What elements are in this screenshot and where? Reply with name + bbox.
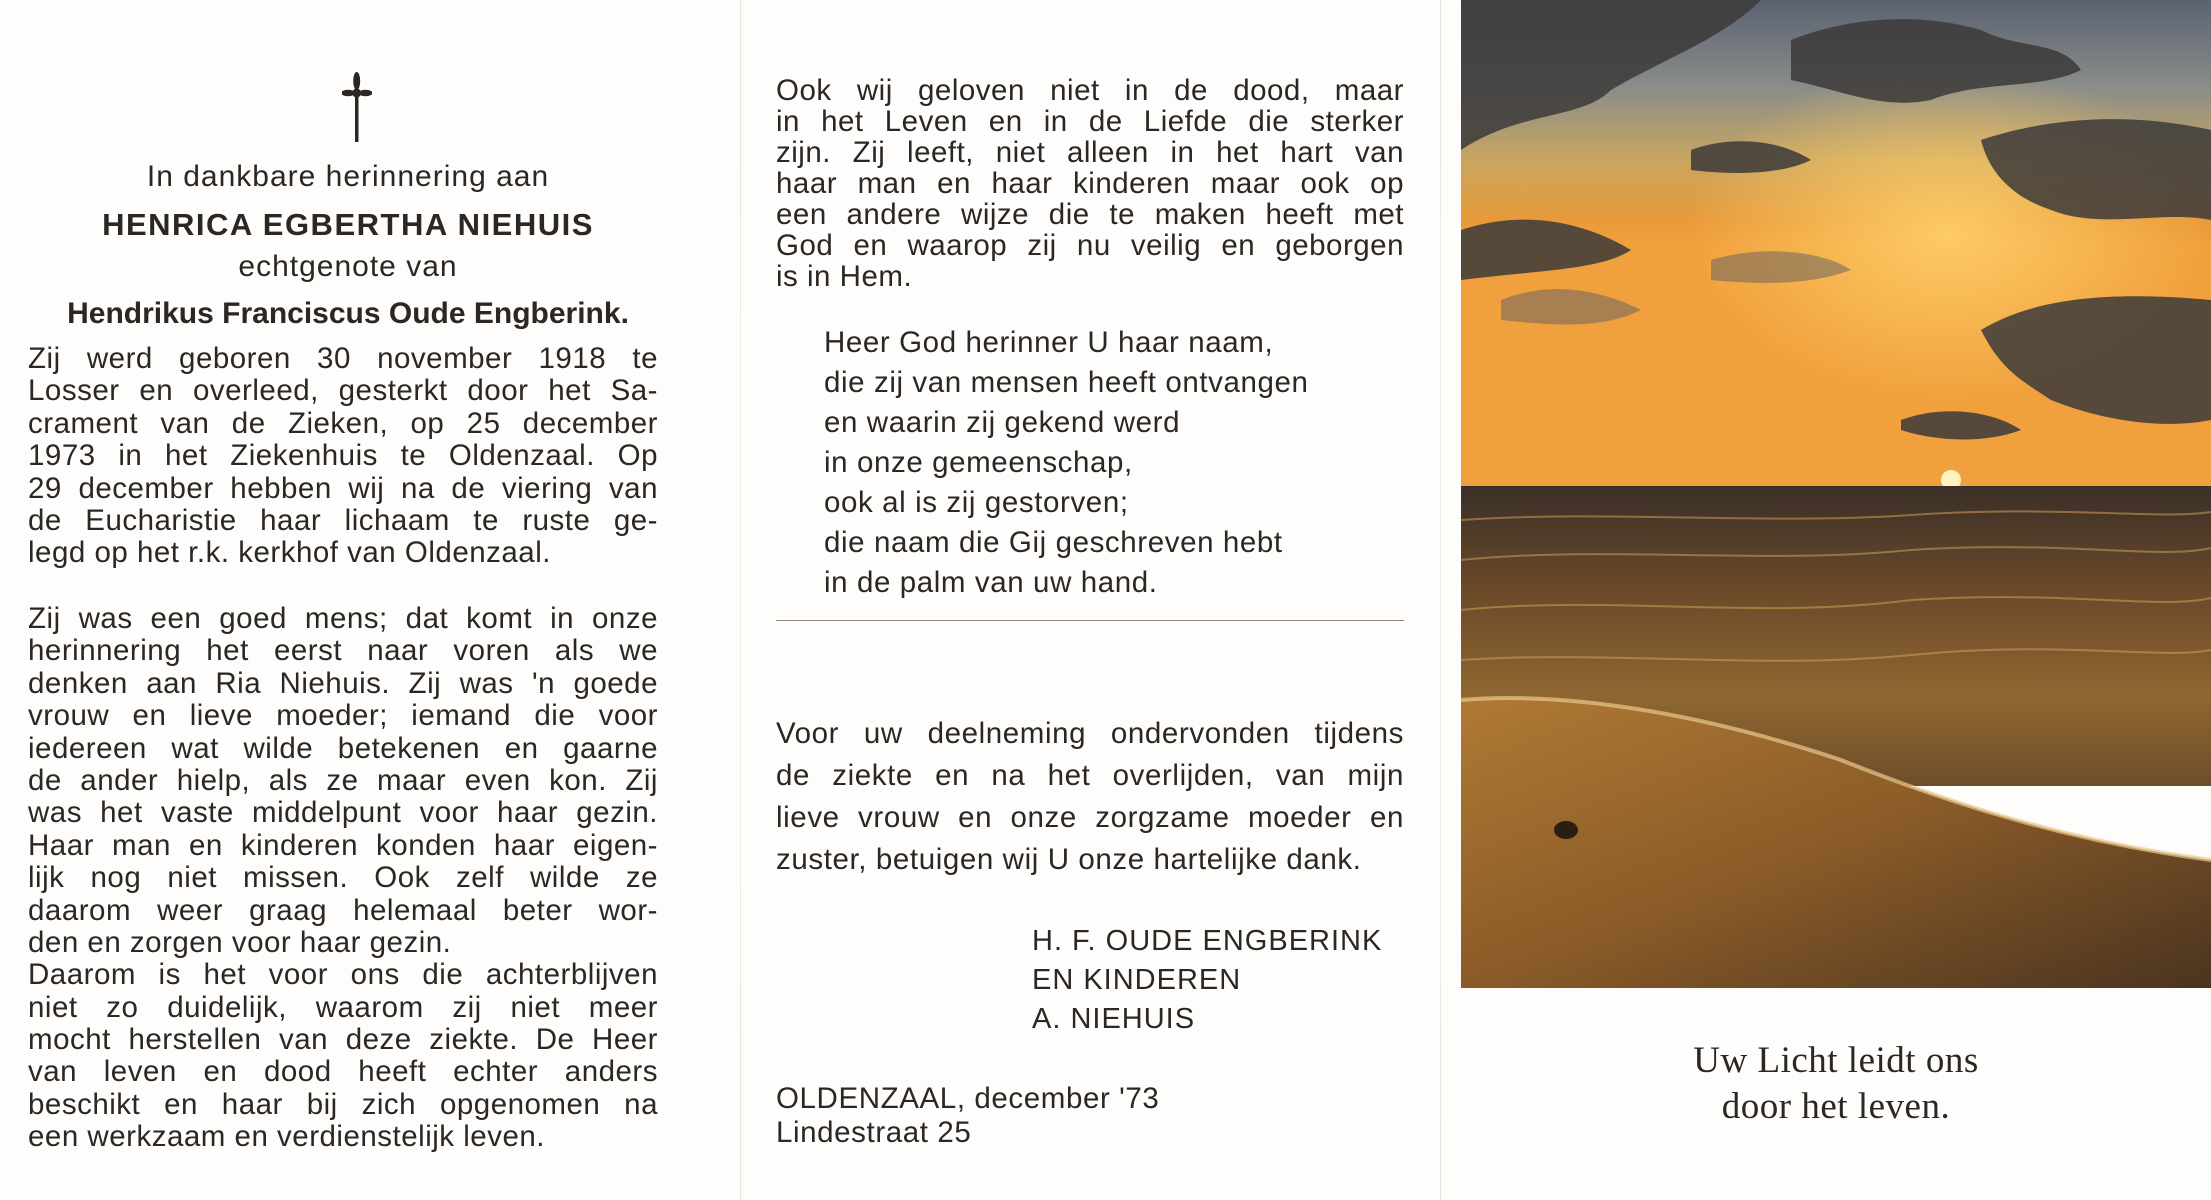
poem-line: in onze gemeenschap, bbox=[824, 446, 1133, 479]
faith-line: zijn. Zij leeft, niet alleen in het hart van bbox=[776, 136, 1404, 169]
divider bbox=[776, 620, 1404, 621]
deceased-name: HENRICA EGBERTHA NIEHUIS bbox=[102, 207, 594, 242]
tribute-line: beschikt en haar bij zich opgenomen na bbox=[28, 1087, 658, 1121]
poem-line: ook al is zij gestorven; bbox=[824, 486, 1129, 519]
fold-line-left bbox=[740, 0, 741, 1200]
tribute-line: den en zorgen voor haar gezin. bbox=[28, 925, 452, 959]
poem-line: die zij van mensen heeft ontvangen bbox=[824, 366, 1309, 399]
tribute-line: herinnering het eerst naar voren als we bbox=[28, 634, 658, 668]
poem-line: en waarin zij gekend werd bbox=[824, 406, 1181, 439]
poem-line: die naam die Gij geschreven hebt bbox=[824, 526, 1283, 559]
faith-line: God en waarop zij nu veilig en geborgen bbox=[776, 229, 1404, 262]
biography-line: de Eucharistie haar lichaam te ruste ge- bbox=[28, 503, 658, 537]
signatory-line: A. NIEHUIS bbox=[1032, 1003, 1196, 1035]
tribute-line: daarom weer graag helemaal beter wor- bbox=[28, 893, 658, 927]
tribute-line: niet zo duidelijk, waarom zij niet meer bbox=[28, 990, 658, 1024]
tribute-line: van leven en dood heeft echter anders bbox=[28, 1055, 658, 1089]
faith-line: Ook wij geloven niet in de dood, maar bbox=[776, 74, 1404, 107]
signatory-line: H. F. OUDE ENGBERINK bbox=[1032, 925, 1383, 957]
tribute-line: iedereen wat wilde betekenen en gaarne bbox=[28, 731, 658, 765]
faith-line: in het Leven en in de Liefde die sterker bbox=[776, 105, 1404, 138]
biography-line: Losser en overleed, gesterkt door het Sa- bbox=[28, 374, 658, 408]
thanks-line: de ziekte en na het overlijden, van mijn bbox=[776, 759, 1404, 792]
intro-text: In dankbare herinnering aan bbox=[146, 160, 550, 193]
biography-paragraph bbox=[28, 343, 658, 570]
thanks-line: Voor uw deelneming ondervonden tijdens bbox=[776, 717, 1404, 750]
signatories bbox=[1032, 922, 1382, 1039]
prayer-poem bbox=[824, 323, 1384, 603]
biography-line: crament van de Zieken, op 25 december bbox=[28, 406, 658, 440]
tribute-line: Haar man en kinderen konden haar eigen- bbox=[28, 828, 658, 862]
biography-line: legd op het r.k. kerkhof van Oldenzaal. bbox=[28, 536, 551, 570]
signatory-line: EN KINDEREN bbox=[1032, 964, 1242, 996]
thanks-line: zuster, betuigen wij U onze hartelijke dank. bbox=[776, 843, 1362, 876]
thanks-paragraph bbox=[776, 713, 1404, 881]
tribute-line: denken aan Ria Niehuis. Zij was 'n goede bbox=[28, 666, 658, 700]
photo-caption bbox=[1461, 1038, 2211, 1130]
tribute-line: lijk nog niet missen. Ook zelf wilde ze bbox=[28, 861, 658, 895]
address: Lindestraat 25 bbox=[776, 1116, 972, 1149]
faith-line: is in Hem. bbox=[776, 260, 913, 293]
spouse-name: Hendrikus Franciscus Oude Engberink. bbox=[67, 297, 629, 330]
poem-line: in de palm van uw hand. bbox=[824, 566, 1158, 599]
tribute-line: een werkzaam en verdienstelijk leven. bbox=[28, 1120, 545, 1154]
place-address bbox=[776, 1082, 1159, 1150]
tribute-line: mocht herstellen van deze ziekte. De Heer bbox=[28, 1023, 658, 1057]
biography-line: 1973 in het Ziekenhuis te Oldenzaal. Op bbox=[28, 439, 658, 473]
biography-line: 29 december hebben wij na de viering van bbox=[28, 471, 658, 505]
tribute-line: Zij was een goed mens; dat komt in onze bbox=[28, 602, 658, 635]
place-date: OLDENZAAL, december '73 bbox=[776, 1082, 1160, 1115]
caption-line-1: Uw Licht leidt ons bbox=[1693, 1040, 1979, 1081]
sunset-photo bbox=[1461, 0, 2211, 988]
faith-line: een andere wijze die te maken heeft met bbox=[776, 198, 1404, 231]
caption-line-2: door het leven. bbox=[1721, 1086, 1951, 1127]
faith-paragraph bbox=[776, 75, 1404, 292]
relation-text: echtgenote van bbox=[238, 250, 458, 283]
poem-line: Heer God herinner U haar naam, bbox=[824, 326, 1274, 359]
faith-line: haar man en haar kinderen maar ook op bbox=[776, 167, 1404, 200]
tribute-line: vrouw en lieve moeder; iemand die voor bbox=[28, 699, 658, 733]
thanks-line: lieve vrouw en onze zorgzame moeder en bbox=[776, 801, 1404, 834]
fold-line-right bbox=[1440, 0, 1441, 1200]
tribute-paragraph bbox=[28, 603, 658, 1154]
tribute-line: de ander hielp, als ze maar even kon. Zij bbox=[28, 763, 658, 797]
biography-line: Zij werd geboren 30 november 1918 te bbox=[28, 342, 658, 375]
cross-icon bbox=[342, 72, 372, 142]
tribute-line: Daarom is het voor ons die achterblijven bbox=[28, 958, 658, 992]
tribute-line: was het vaste middelpunt voor haar gezin. bbox=[28, 796, 658, 830]
sunset-over-sea-image bbox=[1461, 0, 2211, 988]
